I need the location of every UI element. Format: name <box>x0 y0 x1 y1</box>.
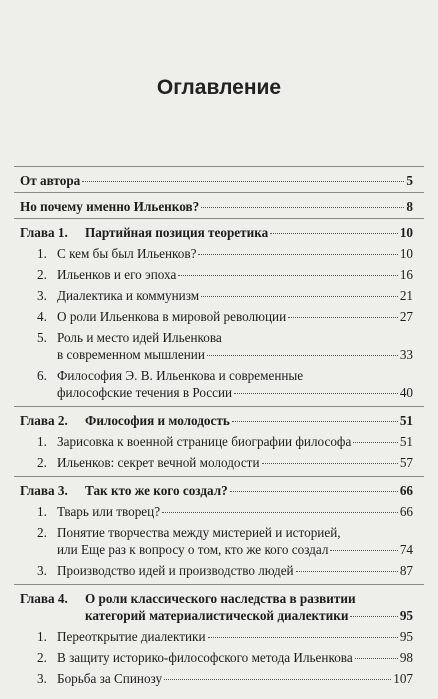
dot-leader <box>355 657 398 659</box>
section-page: 87 <box>399 563 413 578</box>
section-number: 1. <box>37 434 47 449</box>
dot-leader <box>232 420 398 422</box>
chapter-page: 10 <box>399 225 413 240</box>
section-number: 2. <box>37 455 47 470</box>
section-page: 40 <box>399 385 413 400</box>
section-title: Переоткрытие диалектики <box>57 629 206 644</box>
dot-leader <box>230 490 398 492</box>
chapter-title-cont: категорий материалистической диалектики <box>85 608 349 623</box>
section-number: 3. <box>37 563 47 578</box>
entry-title: Но почему именно Ильенков? <box>20 199 200 214</box>
chapter-title: О роли классического наследства в развитии <box>85 591 356 606</box>
chapter-label: Глава 3. <box>20 483 68 498</box>
section-page: 57 <box>399 455 413 470</box>
section-page: 66 <box>399 504 413 519</box>
section-title: Зарисовка к военной странице биографии философа <box>57 434 352 449</box>
section-page: 33 <box>399 347 413 362</box>
page-title: Оглавление <box>156 76 282 99</box>
section-title: Ильенков и его эпоха <box>57 267 177 282</box>
dot-leader <box>296 570 398 572</box>
section-page: 51 <box>399 434 413 449</box>
divider <box>14 218 424 219</box>
dot-leader <box>201 206 404 208</box>
section-title: С кем бы был Ильенков? <box>57 246 197 261</box>
chapter-title: Философия и молодость <box>85 413 230 428</box>
dot-leader <box>262 462 398 464</box>
dot-leader <box>270 232 398 234</box>
divider <box>14 192 424 193</box>
section-title: Роль и место идей Ильенкова <box>57 330 222 345</box>
section-page: 95 <box>399 629 413 644</box>
dot-leader <box>164 678 391 680</box>
section-page: 16 <box>399 267 413 282</box>
divider <box>14 584 424 585</box>
chapter-page: 95 <box>399 608 413 623</box>
divider <box>14 166 424 167</box>
section-title: Философия Э. В. Ильенкова и современные <box>57 368 304 383</box>
section-number: 2. <box>37 525 47 540</box>
section-title: Понятие творчества между мистерией и историей, <box>57 525 341 540</box>
section-number: 1. <box>37 504 47 519</box>
dot-leader <box>198 253 397 255</box>
section-title-cont: философские течения в России <box>57 385 233 400</box>
dot-leader <box>201 295 398 297</box>
chapter-page: 51 <box>399 413 413 428</box>
section-number: 6. <box>37 368 47 383</box>
dot-leader <box>162 511 398 513</box>
dot-leader <box>208 636 398 638</box>
section-number: 1. <box>37 629 47 644</box>
section-page: 98 <box>399 650 413 665</box>
entry-page: 5 <box>406 173 413 188</box>
chapter-title: Партийная позиция теоретика <box>85 225 269 240</box>
chapter-label: Глава 1. <box>20 225 68 240</box>
chapter-label: Глава 2. <box>20 413 68 428</box>
section-title-cont: в современном мышлении <box>57 347 205 362</box>
chapter-label: Глава 4. <box>20 591 68 606</box>
dot-leader <box>82 180 404 182</box>
dot-leader <box>234 392 398 394</box>
section-title: Производство идей и производство людей <box>57 563 294 578</box>
section-page: 27 <box>399 309 413 324</box>
section-number: 3. <box>37 288 47 303</box>
entry-page: 8 <box>406 199 413 214</box>
divider <box>14 476 424 477</box>
section-number: 5. <box>37 330 47 345</box>
chapter-page: 66 <box>399 483 413 498</box>
dot-leader <box>207 354 398 356</box>
dot-leader <box>330 549 397 551</box>
divider <box>14 406 424 407</box>
section-title-cont: или Еще раз к вопросу о том, кто же кого создал <box>57 542 329 557</box>
section-page: 107 <box>393 671 413 686</box>
section-title: Ильенков: секрет вечной молодости <box>57 455 260 470</box>
section-number: 3. <box>37 671 47 686</box>
dot-leader <box>350 615 397 617</box>
section-number: 4. <box>37 309 47 324</box>
section-page: 21 <box>399 288 413 303</box>
dot-leader <box>178 274 397 276</box>
section-title: Тварь или творец? <box>57 504 161 519</box>
section-number: 2. <box>37 650 47 665</box>
chapter-title: Так кто же кого создал? <box>85 483 228 498</box>
section-title: В защиту историко-философского метода Ильенкова <box>57 650 353 665</box>
section-page: 74 <box>399 542 413 557</box>
section-title: Диалектика и коммунизм <box>57 288 200 303</box>
section-number: 2. <box>37 267 47 282</box>
section-title: О роли Ильенкова в мировой революции <box>57 309 287 324</box>
section-page: 10 <box>399 246 413 261</box>
dot-leader <box>353 441 397 443</box>
section-number: 1. <box>37 246 47 261</box>
entry-title: От автора <box>20 173 81 188</box>
section-title: Борьба за Спинозу <box>57 671 163 686</box>
dot-leader <box>288 316 398 318</box>
